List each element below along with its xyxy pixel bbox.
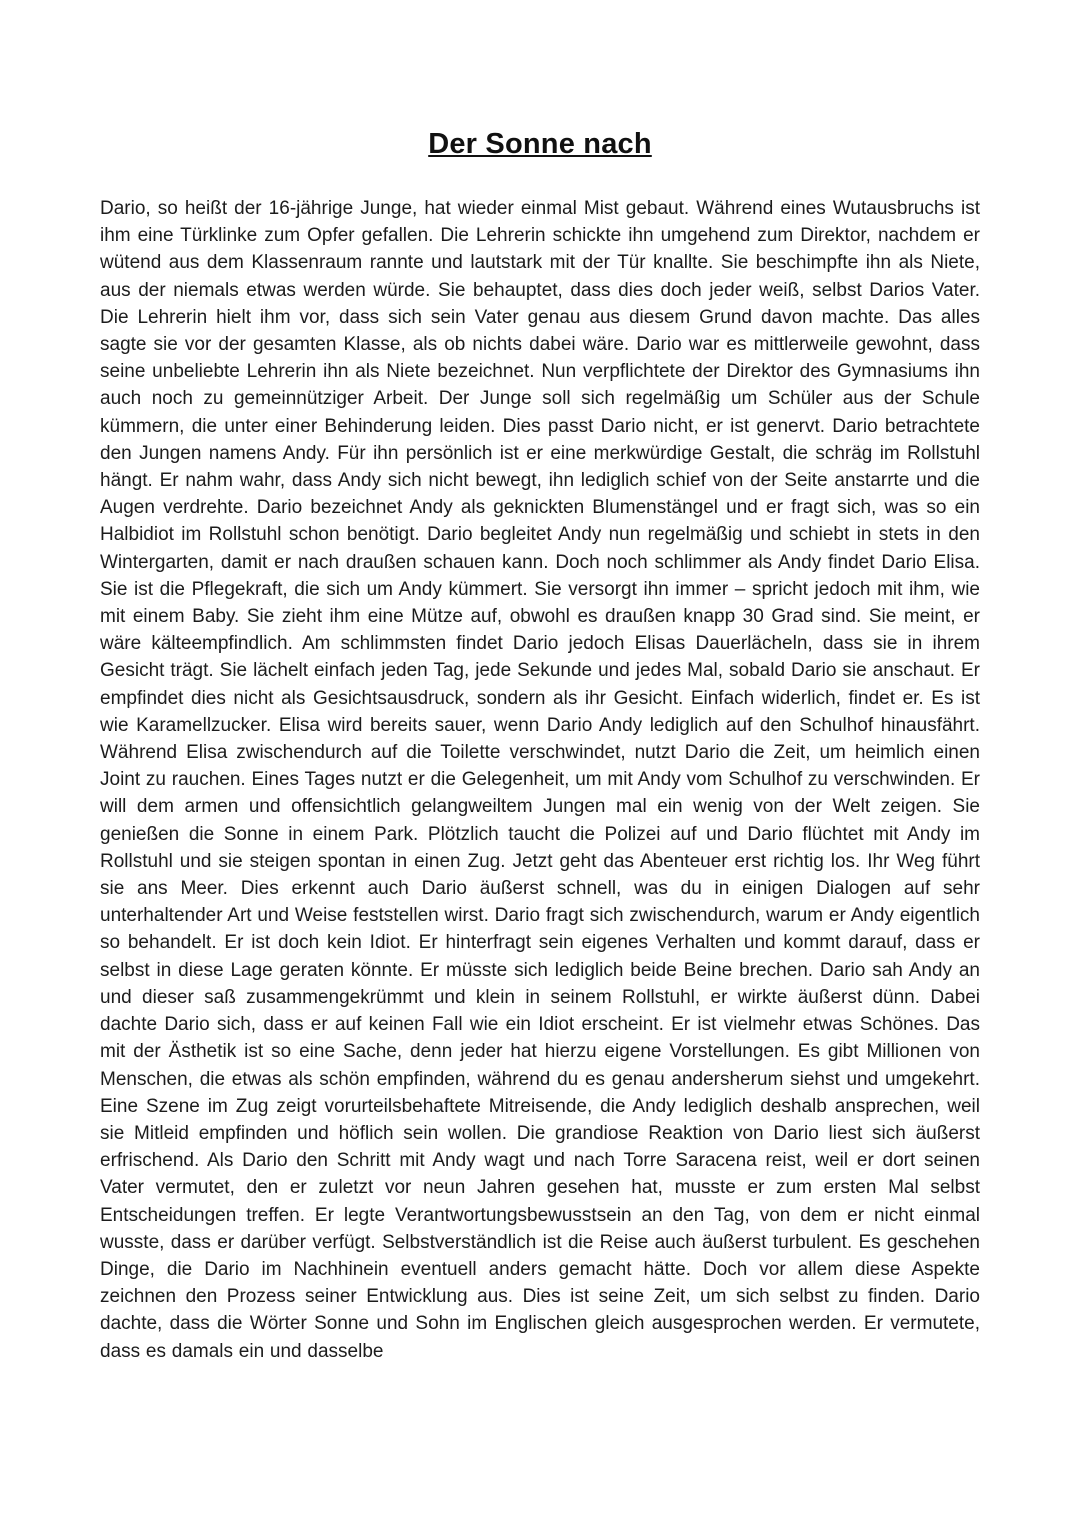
page-title: Der Sonne nach (428, 128, 652, 160)
body-paragraph: Dario, so heißt der 16-jährige Junge, hat wieder einmal Mist gebaut. Während eines Wutausbruchs ist ihm eine Türklinke zum Opfer gefallen. Die Lehrerin schickte ihn umgehend zum Direktor, nachdem er wütend aus dem Klassenraum rannte und lautstark mit der Tür knallte. Sie beschimpfte ihn als Niete, aus der niemals etwas werden würde. Sie behauptet, dass dies doch jeder weiß, selbst Darios Vater. Die Lehrerin hielt ihm vor, dass sich sein Vater genau aus diesem Grund davon machte. Das alles sagte sie vor der gesamten Klasse, als ob nichts dabei wäre. Dario war es mittlerweile gewohnt, dass seine unbeliebte Lehrerin ihn als Niete bezeichnet. Nun verpflichtete der Direktor des Gymnasiums ihn auch noch zu gemeinnütziger Arbeit. Der Junge soll sich regelmäßig um Schüler aus der Schule kümmern, die unter einer Behinderung leiden. Dies passt Dario nicht, er ist genervt. Dario betrachtete den Jungen namens Andy. Für ihn persönlich ist er eine merkwürdige Gestalt, die schräg im Rollstuhl hängt. Er nahm wahr, dass Andy sich nicht bewegt, ihn lediglich schief von der Seite anstarrte und die Augen verdrehte. Dario bezeichnet Andy als geknickten Blumenstängel und er fragt sich, was so ein Halbidiot im Rollstuhl schon benötigt. Dario begleitet Andy nun regelmäßig und schiebt in stets in den Wintergarten, damit er nach draußen schauen kann. Doch noch schlimmer als Andy findet Dario Elisa. Sie ist die Pflegekraft, die sich um Andy kümmert. Sie versorgt ihn immer – spricht jedoch mit ihm, wie mit einem Baby. Sie zieht ihm eine Mütze auf, obwohl es draußen knapp 30 Grad sind. Sie meint, er wäre kälteempfindlich. Am schlimmsten findet Dario jedoch Elisas Dauerlächeln, dass sie in ihrem Gesicht trägt. Sie lächelt einfach jeden Tag, jede Sekunde und jedes Mal, sobald Dario sie anschaut. Er empfindet dies nicht als Gesichtsausdruck, sondern als ihr Gesicht. Einfach widerlich, findet er. Es ist wie Karamellzucker. Elisa wird bereits sauer, wenn Dario Andy lediglich auf den Schulhof hinausfährt. Während Elisa zwischendurch auf die Toilette verschwindet, nutzt Dario die Zeit, um heimlich einen Joint zu rauchen. Eines Tages nutzt er die Gelegenheit, um mit Andy vom Schulhof zu verschwinden. Er will dem armen und offensichtlich gelangweiltem Jungen mal ein wenig von der Welt zeigen. Sie genießen die Sonne in einem Park. Plötzlich taucht die Polizei auf und Dario flüchtet mit Andy im Rollstuhl und sie steigen spontan in einen Zug. Jetzt geht das Abenteuer erst richtig los. Ihr Weg führt sie ans Meer. Dies erkennt auch Dario äußerst schnell, was du in einigen Dialogen auf sehr unterhaltender Art und Weise feststellen wirst. Dario fragt sich zwischendurch, warum er Andy eigentlich so behandelt. Er ist doch kein Idiot. Er hinterfragt sein eigenes Verhalten und kommt darauf, dass er selbst in diese Lage geraten könnte. Er müsste sich lediglich beide Beine brechen. Dario sah Andy an und dieser saß zusammengekrümmt und klein in seinem Rollstuhl, er wirkte äußerst dünn. Dabei dachte Dario sich, dass er auf keinen Fall wie ein Idiot erscheint. Er ist vielmehr etwas Schönes. Das mit der Ästhetik ist so eine Sache, denn jeder hat hierzu eigene Vorstellungen. Es gibt Millionen von Menschen, die etwas als schön empfinden, während du es genau andersherum siehst und umgekehrt. Eine Szene im Zug zeigt vorurteilsbehaftete Mitreisende, die Andy lediglich deshalb ansprechen, weil sie Mitleid empfinden und höflich sein wollen. Die grandiose Reaktion von Dario liest sich äußerst erfrischend. Als Dario den Schritt mit Andy wagt und nach Torre Saracena reist, weil er dort seinen Vater vermutet, den er zuletzt vor neun Jahren gesehen hat, musste er zum ersten Mal selbst Entscheidungen treffen. Er legte Verantwortungsbewusstsein an den Tag, von dem er nicht einmal wusste, dass er darüber verfügt. Selbstverständlich ist die Reise auch äußerst turbulent. Es geschehen Dinge, die Dario im Nachhinein eventuell anders gemacht hätte. Doch vor allem diese Aspekte zeichnen den Prozess seiner Entwicklung aus. Dies ist seine Zeit, um sich selbst zu finden. Dario dachte, dass die Wörter Sonne und Sohn im Englischen gleich ausgesprochen werden. Er vermutete, dass es damals ein und dasselbe (100, 198, 981, 1362)
